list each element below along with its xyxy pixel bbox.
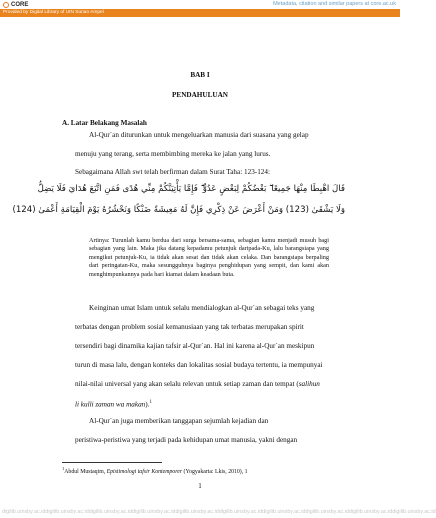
paragraph-text: nilai-nilai universal yang akan selalu relevan untuk setiap zaman dan tempat (: [75, 380, 299, 388]
core-header: [0, 0, 400, 22]
paragraph-line: Keinginan umat Islam untuk selalu mendialogkan al-Qur`an sebagai teks yang: [89, 304, 315, 312]
page-number: 1: [198, 482, 202, 490]
paragraph-line: terbatas dengan problem sosial kemanusiaan yang tak terbatas merupakan spirit: [75, 323, 304, 331]
core-logo-text: CORE: [11, 1, 29, 8]
arabic-verse-line: وَلَا يَشْقَىٰ (123) وَمَنْ أَعْرَضَ عَنْ ذِكْرِي فَإِنَّ لَهُ مَعِيشَةً ضَنْكًا وَنَحْشُرُهُ يَوْمَ الْقِيَامَةِ أَعْمَىٰ (124): [12, 205, 345, 215]
watermark-text: digilib.uinsby.ac.id: [218, 509, 263, 515]
core-logo-icon: [3, 2, 9, 8]
core-logo[interactable]: [3, 0, 28, 9]
italic-phrase: salihun: [298, 380, 320, 388]
verse-translation: Artinya: Turunlah kamu berdua dari surga bersama-sama, sebagian kamu menjadi musuh bagi sebagian yang lain. Maka jika datang kepadamu petunjuk daripada-Ku, lalu barangsiapa yang mengikut petunjuk-Ku, ia tidak akan sesat dan tidak akan celaka. Dan barangsiapa berpaling dari peringatan-Ku, maka sesungguhnya baginya penghidupan yang sempit, dan kami akan menghimpunkannya pada hari kiamat dalam keadaan buta.: [89, 237, 329, 278]
footnote-divider: [62, 462, 162, 463]
footnote-number: 1: [62, 466, 65, 471]
watermark-text: digilib.uinsby.ac.id: [132, 509, 176, 515]
metadata-link[interactable]: Metadata, citation and similar papers at core.ac.uk: [273, 1, 396, 7]
italic-phrase: li kulli zaman wa makan: [75, 400, 146, 409]
footnote-author: Abdul Mustaqim,: [64, 468, 107, 475]
core-top-bar: [0, 0, 400, 9]
provider-strip: [0, 9, 400, 17]
paragraph-line: Al-Qur`an diturunkan untuk mengeluarkan manusia dari suasana yang gelap: [89, 131, 309, 139]
paragraph-line: Al-Qur`an juga memberikan tanggapan sejumlah kejadian dan: [89, 417, 269, 425]
footnote: [62, 466, 248, 475]
watermark-text: digilib.uinsby.ac.id: [2, 509, 46, 515]
footnote-reference[interactable]: 1: [149, 400, 152, 405]
paragraph-line: [75, 380, 320, 389]
watermark-text: digilib.uinsby.ac.id: [392, 509, 436, 515]
paragraph-line: menuju yang terang, serta membimbing mereka ke jalan yang lurus.: [75, 150, 271, 158]
footnote-rest: (Yogyakarta: Lkis, 2010), 1: [182, 468, 248, 475]
watermark-text: digilib.uinsby.ac.id: [45, 509, 89, 515]
section-heading: A. Latar Belakang Masalah: [62, 119, 147, 127]
paragraph-line: tersendiri bagi dinamika kajian tafsir al-Qur`an. Hal ini karena al-Qur`an meskipun: [75, 342, 315, 350]
paragraph-text: ).: [145, 400, 150, 409]
paragraph-line: Sebagaimana Allah swt telah berfirman dalam Surat Taha: 123-124:: [75, 168, 270, 176]
chapter-title: PENDAHULUAN: [172, 91, 228, 99]
provided-by-text[interactable]: Provided by Digital Library of UIN Sunan Ampel: [3, 10, 104, 15]
paragraph-line: turun di masa lalu, dengan konteks dan lokalitas sosial budaya tertentu, ia mempunyai: [75, 361, 323, 369]
footnote-title: Epistimologi tafsir Kontemporer: [106, 468, 183, 475]
arabic-verse-line: قَالَ اهْبِطَا مِنْهَا جَمِيعًا ۖ بَعْضُكُمْ لِبَعْضٍ عَدُوٌّ ۖ فَإِمَّا يَأْتِيَنَّكُمْ مِنِّي هُدًى فَمَنِ اتَّبَعَ هُدَايَ فَلَا يَضِلُّ: [37, 184, 345, 194]
watermark-text: digilib.uinsby.ac.id: [175, 509, 219, 515]
watermark-text: digilib.uinsby.ac.id: [262, 509, 306, 515]
paragraph-line: peristiwa-peristiwa yang terjadi pada kehidupan umat manusia, yakni dengan: [75, 436, 298, 444]
paragraph-line: [75, 398, 152, 409]
watermark-text: digilib.uinsby.ac.id: [348, 509, 393, 515]
watermark-text: digilib.uinsby.ac.id: [305, 509, 349, 515]
watermark-row: [2, 509, 436, 515]
chapter-number: BAB I: [190, 71, 210, 79]
watermark-text: digilib.uinsby.ac.id: [88, 509, 133, 515]
